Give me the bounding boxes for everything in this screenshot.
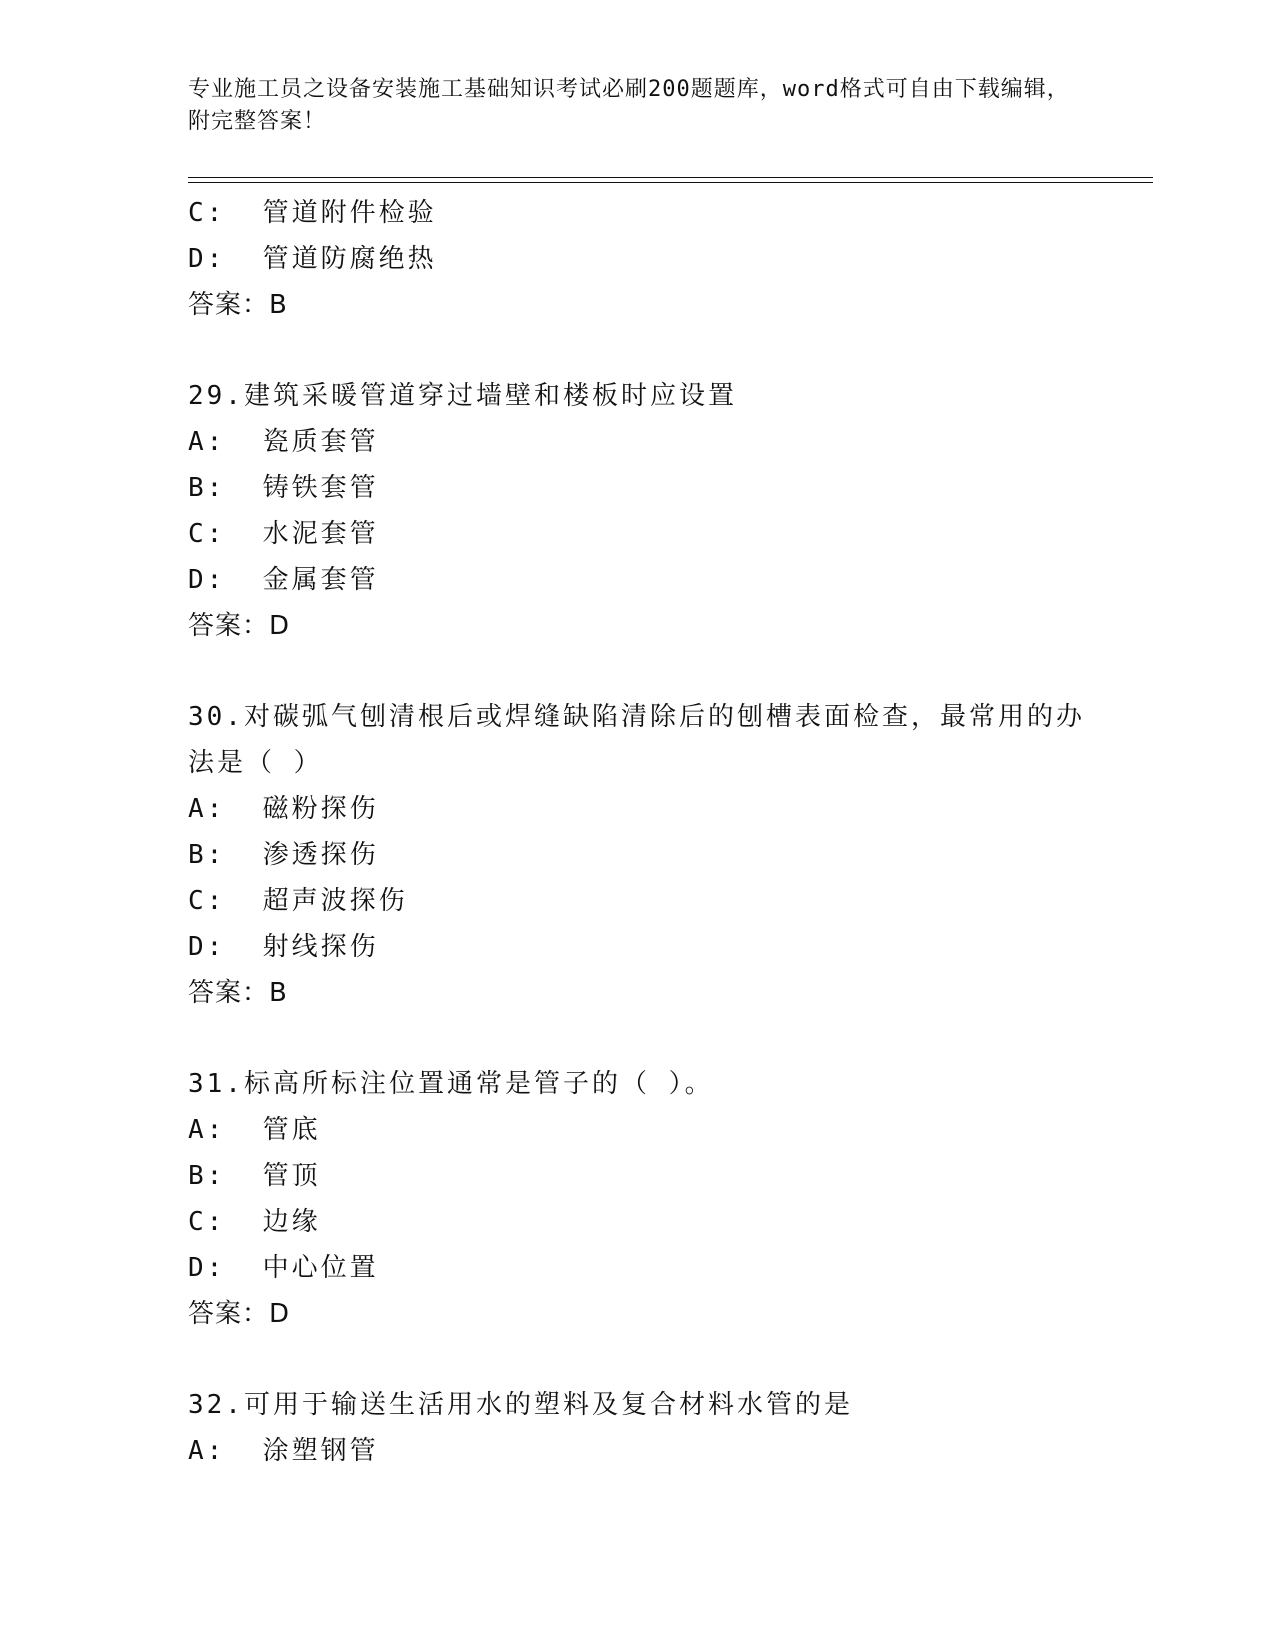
option-line: A: 管底 (188, 1115, 321, 1145)
option-key: D (188, 1253, 207, 1283)
option-line: D: 中心位置 (188, 1253, 379, 1283)
option-key: C (188, 198, 207, 228)
option-text: 渗透探伤 (262, 840, 379, 870)
question-text: 30.对碳弧气刨清根后或焊缝缺陷清除后的刨槽表面检查，最常用的办法是（ ） (188, 702, 1085, 778)
option-key: B (188, 473, 207, 503)
option-line: C: 管道附件检验 (188, 198, 437, 228)
header-rule-bottom (188, 182, 1153, 183)
option-text: 管顶 (262, 1161, 321, 1191)
option-text: 超声波探伤 (262, 886, 408, 916)
option-text: 管底 (262, 1115, 321, 1145)
option-key: B (188, 1161, 207, 1191)
option-key: D (188, 932, 207, 962)
option-text: 中心位置 (262, 1253, 379, 1283)
option-key: B (188, 840, 207, 870)
option-line: B: 铸铁套管 (188, 473, 379, 503)
option-line: A: 瓷质套管 (188, 427, 379, 457)
header-title: 专业施工员之设备安装施工基础知识考试必刷200题题库，word格式可自由下载编辑，附完整答案！ (188, 77, 1070, 134)
document-header (188, 74, 1088, 138)
question-31 (188, 1061, 1088, 1337)
option-text: 涂塑钢管 (262, 1436, 379, 1466)
option-line: B: 管顶 (188, 1161, 321, 1191)
document-body (188, 190, 1088, 1474)
header-rule-top (188, 177, 1153, 178)
answer-line: 答案：D (188, 611, 291, 641)
option-line: A: 磁粉探伤 (188, 794, 379, 824)
option-key: A (188, 1436, 207, 1466)
option-key: D (188, 565, 207, 595)
option-key: A (188, 427, 207, 457)
option-key: D (188, 244, 207, 274)
answer-line: 答案：D (188, 1299, 291, 1329)
option-line: C: 超声波探伤 (188, 886, 408, 916)
option-key: A (188, 794, 207, 824)
question-text: 29.建筑采暖管道穿过墙壁和楼板时应设置 (188, 381, 737, 411)
question-30 (188, 694, 1088, 1016)
option-text: 瓷质套管 (262, 427, 379, 457)
option-text: 水泥套管 (262, 519, 379, 549)
question-29 (188, 373, 1088, 649)
option-text: 铸铁套管 (262, 473, 379, 503)
option-text: 管道附件检验 (262, 198, 437, 228)
option-key: C (188, 1207, 207, 1237)
option-line: D: 射线探伤 (188, 932, 379, 962)
option-text: 金属套管 (262, 565, 379, 595)
option-line: C: 水泥套管 (188, 519, 379, 549)
partial-question (188, 190, 1088, 328)
question-32 (188, 1382, 1088, 1474)
question-text: 32.可用于输送生活用水的塑料及复合材料水管的是 (188, 1390, 853, 1420)
option-text: 射线探伤 (262, 932, 379, 962)
option-text: 边缘 (262, 1207, 321, 1237)
option-key: C (188, 886, 207, 916)
option-text: 磁粉探伤 (262, 794, 379, 824)
option-line: C: 边缘 (188, 1207, 321, 1237)
option-line: A: 涂塑钢管 (188, 1436, 379, 1466)
answer-line: 答案：B (188, 978, 288, 1008)
option-key: C (188, 519, 207, 549)
option-line: B: 渗透探伤 (188, 840, 379, 870)
option-text: 管道防腐绝热 (262, 244, 437, 274)
option-line: D: 管道防腐绝热 (188, 244, 437, 274)
option-key: A (188, 1115, 207, 1145)
answer-line: 答案：B (188, 290, 288, 320)
question-text: 31.标高所标注位置通常是管子的（ ）。 (188, 1069, 714, 1099)
option-line: D: 金属套管 (188, 565, 379, 595)
